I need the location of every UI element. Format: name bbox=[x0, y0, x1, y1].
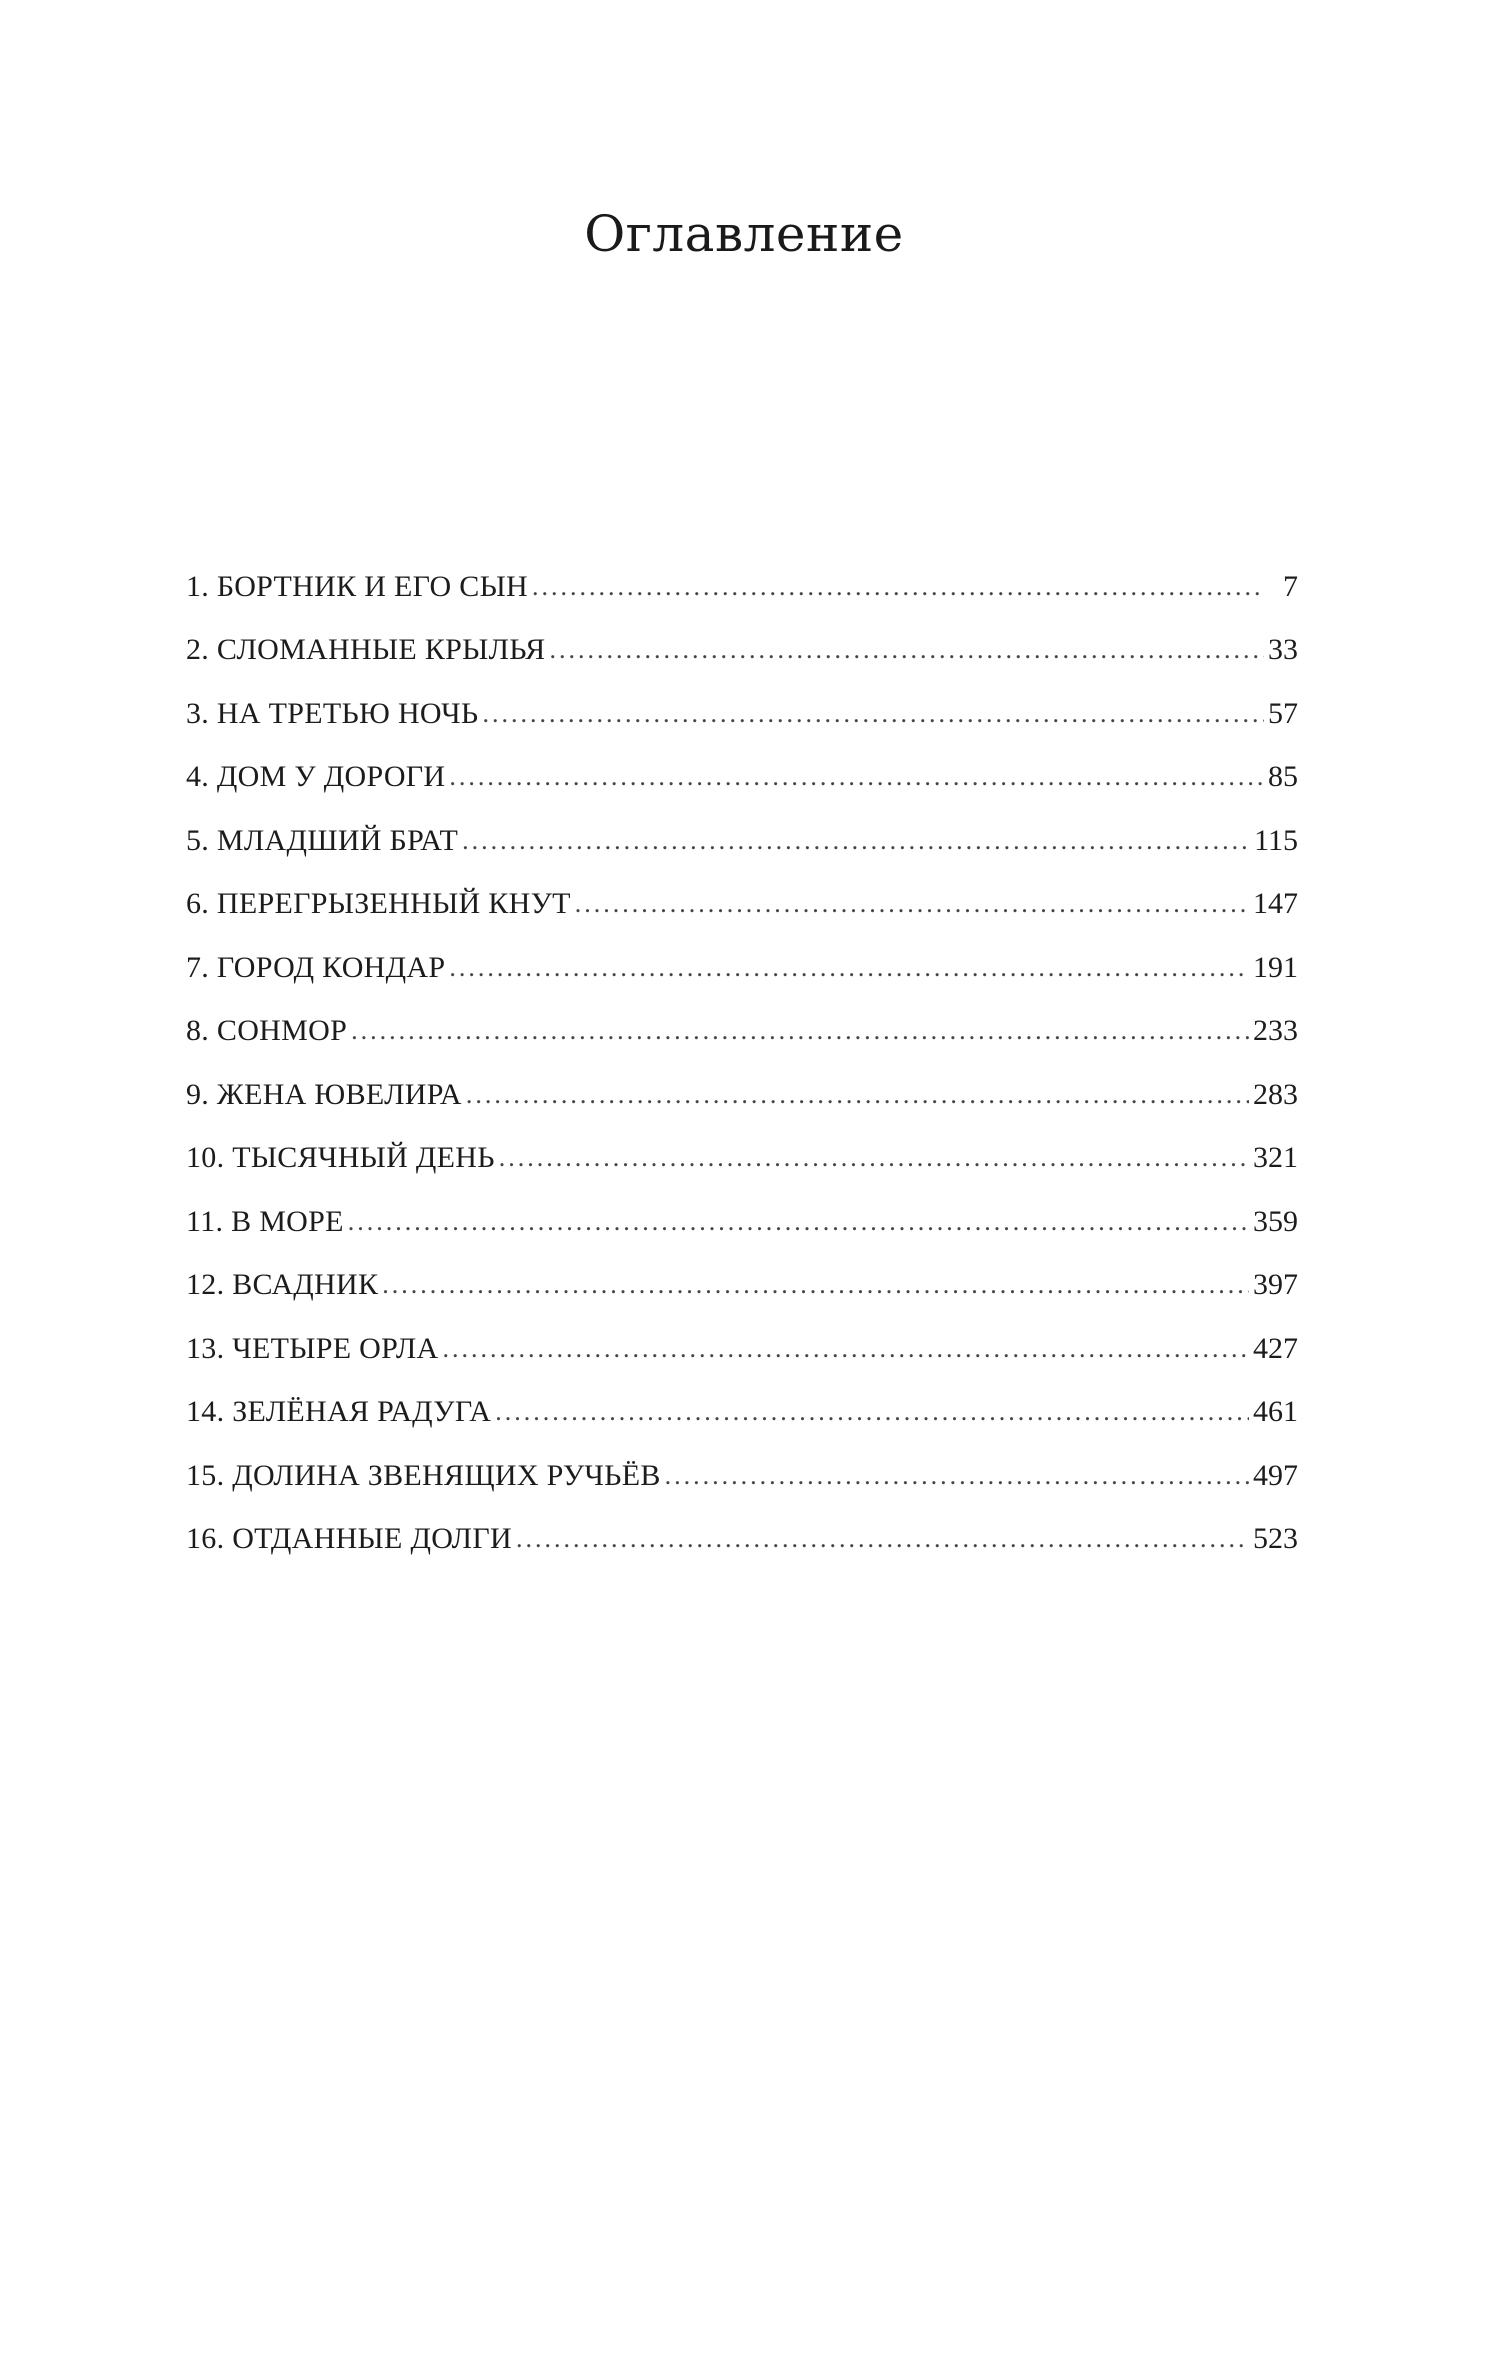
toc-entry[interactable] bbox=[186, 1063, 1298, 1127]
dot-leader bbox=[575, 889, 1249, 919]
toc-entry-title: 1. БОРТНИК И ЕГО СЫН bbox=[186, 569, 528, 603]
dot-leader bbox=[516, 1524, 1249, 1554]
toc-entry[interactable] bbox=[186, 746, 1298, 810]
toc-entry-page: 147 bbox=[1253, 887, 1298, 921]
toc-entry-title: 16. ОТДАННЫЕ ДОЛГИ bbox=[186, 1522, 512, 1556]
toc-entry-title: 12. ВСАДНИК bbox=[186, 1268, 379, 1302]
toc-entry-title: 9. ЖЕНА ЮВЕЛИРА bbox=[186, 1077, 462, 1111]
dot-leader bbox=[495, 1397, 1249, 1427]
toc-entry[interactable] bbox=[186, 1190, 1298, 1254]
dot-leader bbox=[482, 699, 1264, 729]
toc-entry-page: 85 bbox=[1268, 760, 1298, 794]
toc-entry-title: 11. В МОРЕ bbox=[186, 1204, 344, 1238]
toc-entry[interactable] bbox=[186, 809, 1298, 873]
toc-entry-title: 4. ДОМ У ДОРОГИ bbox=[186, 760, 446, 794]
dot-leader bbox=[532, 572, 1264, 602]
dot-leader bbox=[351, 1016, 1249, 1046]
toc-entry[interactable] bbox=[186, 555, 1298, 619]
toc-entry-page: 233 bbox=[1253, 1014, 1298, 1048]
toc-entry-page: 523 bbox=[1253, 1522, 1298, 1556]
toc-entry[interactable] bbox=[186, 1444, 1298, 1508]
toc-entry[interactable] bbox=[186, 619, 1298, 683]
toc-entry-page: 321 bbox=[1253, 1141, 1298, 1175]
dot-leader bbox=[462, 826, 1250, 856]
toc-entry-title: 14. ЗЕЛЁНАЯ РАДУГА bbox=[186, 1395, 492, 1429]
toc-entry-title: 13. ЧЕТЫРЕ ОРЛА bbox=[186, 1331, 439, 1365]
dot-leader bbox=[348, 1207, 1249, 1237]
toc-entry[interactable] bbox=[186, 1381, 1298, 1445]
toc-entry[interactable] bbox=[186, 1000, 1298, 1064]
page-title: Оглавление bbox=[584, 205, 904, 263]
dot-leader bbox=[665, 1461, 1249, 1491]
toc-entry-title: 6. ПЕРЕГРЫЗЕННЫЙ КНУТ bbox=[186, 887, 571, 921]
toc-entry[interactable] bbox=[186, 682, 1298, 746]
toc-entry-title: 7. ГОРОД КОНДАР bbox=[186, 950, 446, 984]
toc-entry-page: 461 bbox=[1253, 1395, 1298, 1429]
toc-entry-title: 15. ДОЛИНА ЗВЕНЯЩИХ РУЧЬЁВ bbox=[186, 1458, 661, 1492]
toc-entry[interactable] bbox=[186, 1127, 1298, 1191]
toc-entry-page: 191 bbox=[1253, 950, 1298, 984]
toc-entry[interactable] bbox=[186, 873, 1298, 937]
toc-entry-page: 497 bbox=[1253, 1458, 1298, 1492]
toc-entry-title: 10. ТЫСЯЧНЫЙ ДЕНЬ bbox=[186, 1141, 495, 1175]
toc-entry-page: 283 bbox=[1253, 1077, 1298, 1111]
dot-leader bbox=[442, 1334, 1249, 1364]
toc-entry[interactable] bbox=[186, 1508, 1298, 1572]
toc-entry-title: 5. МЛАДШИЙ БРАТ bbox=[186, 823, 459, 857]
dot-leader bbox=[449, 953, 1249, 983]
dot-leader bbox=[466, 1080, 1249, 1110]
toc-entry[interactable] bbox=[186, 1317, 1298, 1381]
toc-entry-page: 33 bbox=[1268, 633, 1298, 667]
toc-entry-page: 115 bbox=[1254, 823, 1298, 857]
toc-entry-page: 57 bbox=[1268, 696, 1298, 730]
toc-entry-page: 7 bbox=[1283, 569, 1298, 603]
toc-entry[interactable] bbox=[186, 936, 1298, 1000]
dot-leader bbox=[449, 762, 1264, 792]
toc-entry[interactable] bbox=[186, 1254, 1298, 1318]
toc-entry-title: 2. СЛОМАННЫЕ КРЫЛЬЯ bbox=[186, 633, 546, 667]
table-of-contents bbox=[186, 555, 1298, 1571]
dot-leader bbox=[382, 1270, 1249, 1300]
toc-entry-title: 8. СОНМОР bbox=[186, 1014, 348, 1048]
toc-entry-page: 397 bbox=[1253, 1268, 1298, 1302]
dot-leader bbox=[549, 635, 1264, 665]
toc-entry-page: 359 bbox=[1253, 1204, 1298, 1238]
toc-entry-page: 427 bbox=[1253, 1331, 1298, 1365]
toc-entry-title: 3. НА ТРЕТЬЮ НОЧЬ bbox=[186, 696, 479, 730]
dot-leader bbox=[499, 1143, 1249, 1173]
